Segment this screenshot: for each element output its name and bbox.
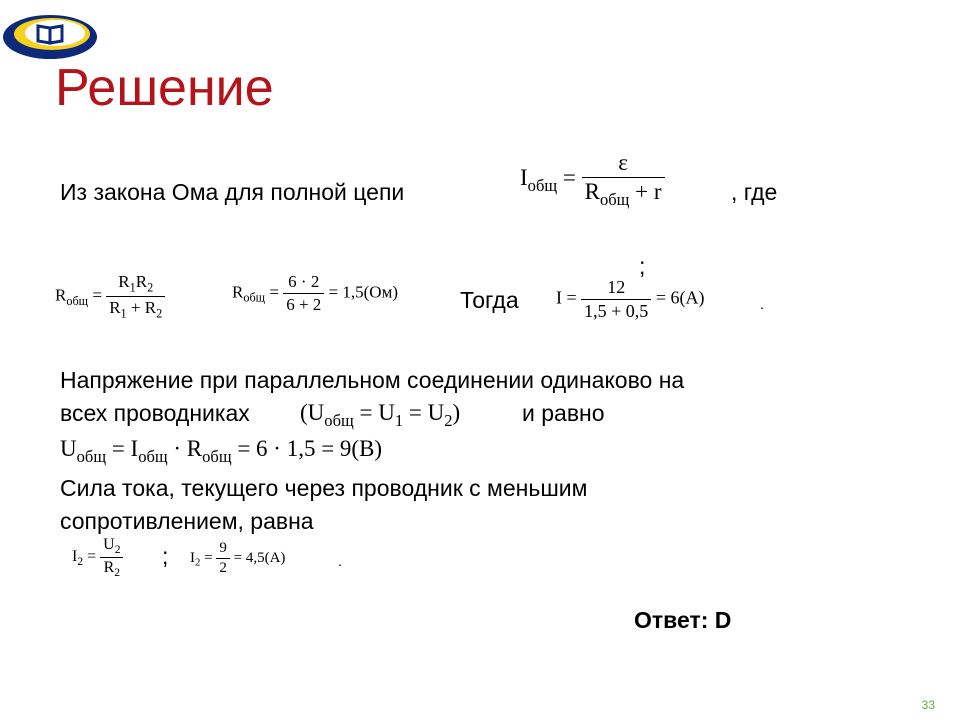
open-book-icon (0, 6, 100, 64)
togda-text: Тогда (460, 287, 519, 313)
slide-title: Решение (55, 59, 274, 117)
voltage-text-line-1: Напряжение при параллельном соединении одинаково на (60, 367, 685, 393)
formula-ohm-full-circuit: $I_{общ}$ = $\frac{\varepsilon}{R_{общ} + r}$ (520, 150, 665, 210)
and-equals-text: и равно (522, 400, 605, 426)
answer-text: Ответ: D (634, 607, 732, 633)
current-text-line-2: сопротивлением, равна (60, 508, 314, 534)
formula-current-i2: $I_2$ = $\frac{U_2}{R_2}$ (72, 536, 123, 579)
formula-parallel-resistance: $R_{общ}$ = $\frac{R_1R_2}{R_1 + R_2}$ (55, 272, 165, 322)
logo (0, 6, 100, 64)
semicolon-top: ; (639, 253, 646, 279)
formula-voltage-equal: $(U_{общ} = U_1 = U_2)$ (300, 400, 461, 430)
ohm-law-text: Из закона Ома для полной цепи (60, 179, 405, 205)
dot-1: . (760, 296, 764, 312)
dot-2: . (338, 553, 342, 569)
page-number: 33 (921, 698, 935, 712)
semicolon-bottom: ; (162, 543, 169, 569)
formula-resistance-calc: $R_{общ}$ = $\frac{6 \cdot 2}{6 + 2}$ = 1,5(Ом) (232, 272, 398, 314)
where-text: , где (731, 179, 778, 205)
formula-voltage-calc: $U_{общ} = I_{общ} \cdot R_{общ} = 6 \cdot 1,5 = 9(В)$ (60, 436, 383, 466)
voltage-text-line-2: всех проводниках (60, 400, 250, 426)
formula-current-calc: I = $\frac{12}{1,5 + 0,5}$ = 6(А) (556, 277, 705, 321)
current-text-line-1: Сила тока, текущего через проводник с меньшим (60, 475, 588, 501)
formula-current-i2-calc: $I_2$ = $\frac{9}{2}$ = 4,5(А) (190, 540, 286, 576)
